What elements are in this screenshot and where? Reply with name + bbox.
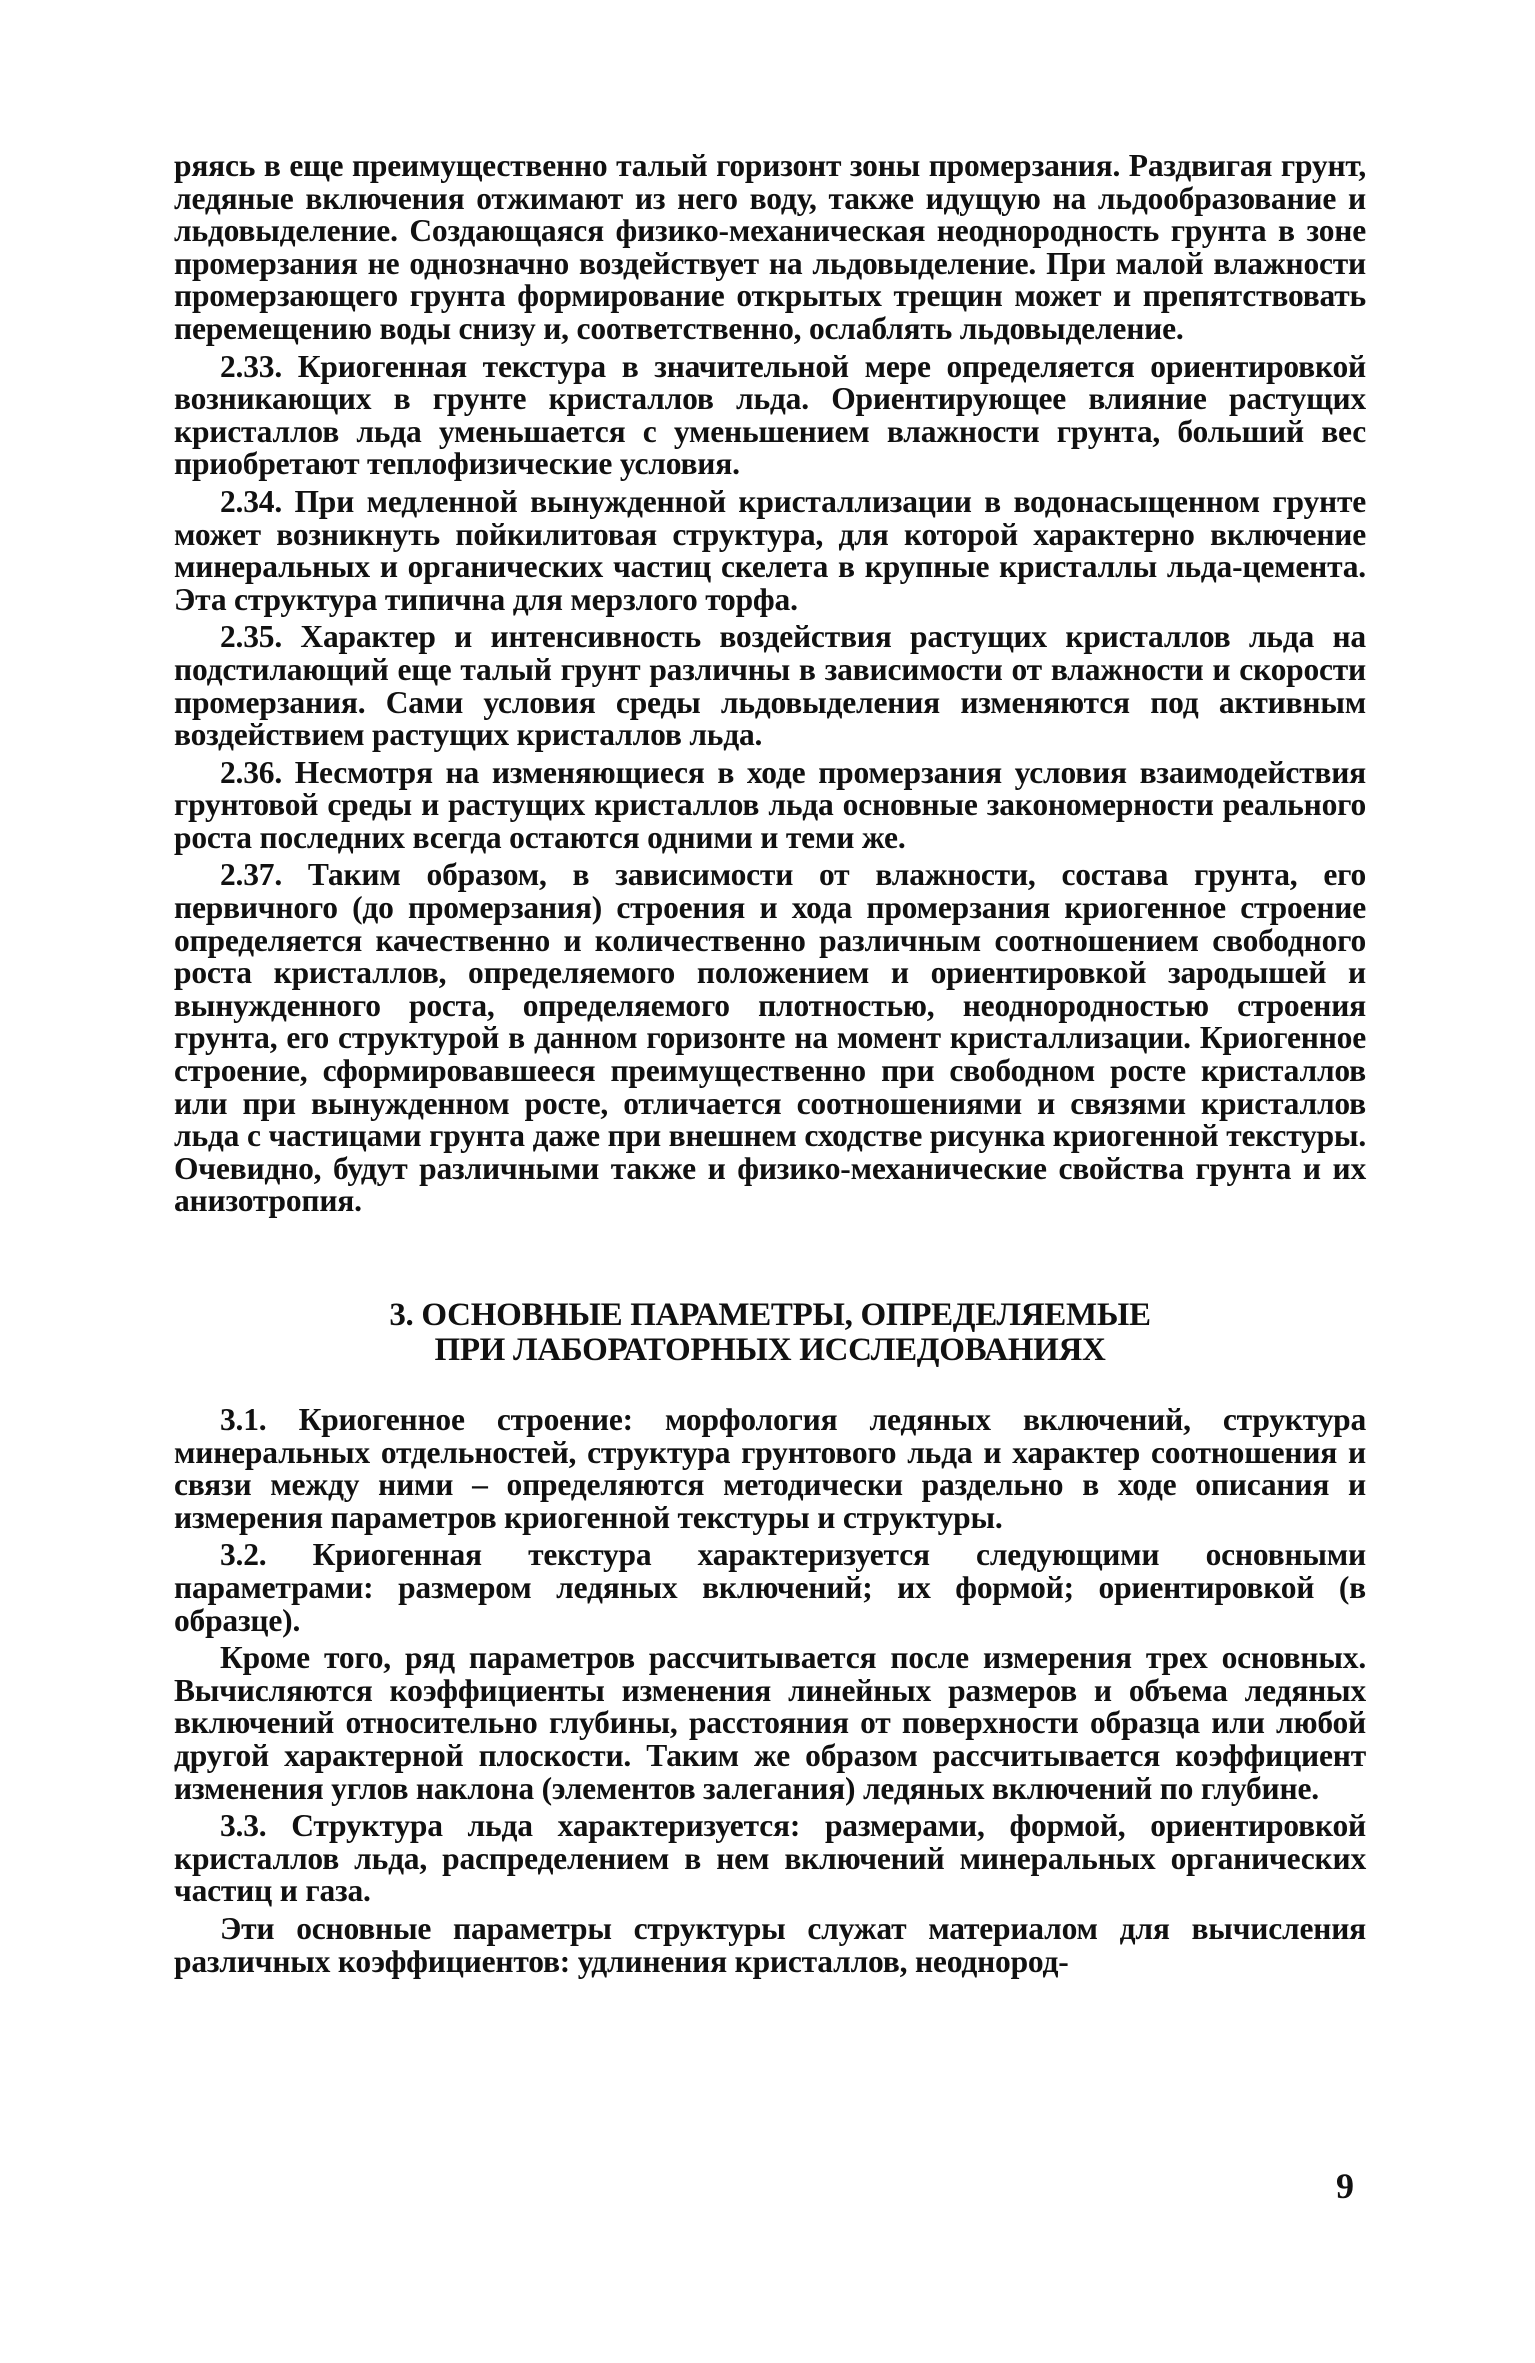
page-body bbox=[174, 150, 1366, 1983]
paragraph-continuation: ряясь в еще преимущественно талый горизонт зоны промерзания. Раздвигая грунт, ледяные включения отжимают из него воду, также идущую на льдообразование и льдовыделение. Создающаяся физико-механическая неоднородность грунта в зоне промерзания не однозначно воздействует на льдовыделение. При малой влажности промерзающего грунта формирование открытых трещин может и препятствовать перемещению воды снизу и, соответственно, ослаблять льдовыделение. bbox=[174, 148, 1366, 346]
paragraph-besides: Кроме того, ряд параметров рассчитывается после измерения трех основных. Вычисляются коэффициенты изменения линейных размеров и объема ледяных включений относительно глубины, расстояния от поверхности образца или любой другой характерной плоскости. Таким же образом рассчитывается коэффициент изменения углов наклона (элементов залегания) ледяных включений по глубине. bbox=[174, 1640, 1366, 1806]
paragraph-3-3: 3.3. Структура льда характеризуется: размерами, формой, ориентировкой кристаллов льда, распределением в нем включений минеральных органических частиц и газа. bbox=[174, 1808, 1366, 1909]
paragraph-2-35: 2.35. Характер и интенсивность воздействия растущих кристаллов льда на подстилающий еще талый грунт различны в зависимости от влажности и скорости промерзания. Сами условия среды льдовыделения изменяются под активным воздействием растущих кристаллов льда. bbox=[174, 619, 1366, 753]
section-heading bbox=[174, 1298, 1366, 1368]
paragraph-structure-params: Эти основные параметры структуры служат материалом для вычисления различных коэффициентов: удлинения кристаллов, неоднород- bbox=[174, 1910, 1366, 1979]
paragraph-2-36: 2.36. Несмотря на изменяющиеся в ходе промерзания условия взаимодействия грунтовой среды и растущих кристаллов льда основные закономерности реального роста последних всегда остаются одними и теми же. bbox=[174, 754, 1366, 855]
page-number: 9 bbox=[1336, 2166, 1354, 2206]
paragraph-2-34: 2.34. При медленной вынужденной кристаллизации в водонасыщенном грунте может возникнуть пойкилитовая структура, для которой характерно включение минеральных и органических частиц скелета в крупные кристаллы льда-цемента. Эта структура типична для мерзлого торфа. bbox=[174, 483, 1366, 617]
paragraph-3-2: 3.2. Криогенная текстура характеризуется следующими основными параметрами: размером ледяных включений; их формой; ориентировкой (в образце). bbox=[174, 1537, 1366, 1638]
paragraph-2-33: 2.33. Криогенная текстура в значительной мере определяется ориентировкой возникающих в грунте кристаллов льда. Ориентирующее влияние растущих кристаллов льда уменьшается с уменьшением влажности грунта, больший вес приобретают теплофизические условия. bbox=[174, 348, 1366, 482]
section-heading-line-1: 3. ОСНОВНЫЕ ПАРАМЕТРЫ, ОПРЕДЕЛЯЕМЫЕ bbox=[389, 1297, 1151, 1333]
paragraph-2-37: 2.37. Таким образом, в зависимости от влажности, состава грунта, его первичного (до промерзания) строения и хода промерзания криогенное строение определяется качественно и количественно различным соотношением свободного роста кристаллов, определяемого положением и ориентировкой зародышей и вынужденного роста, определяемого плотностью, неоднородностью строения грунта, его структурой в данном горизонте на момент кристаллизации. Криогенное строение, сформировавшееся преимущественно при свободном росте кристаллов или при вынужденном росте, отличается соотношениями и связями кристаллов льда с частицами грунта даже при внешнем сходстве рисунка криогенной текстуры. Очевидно, будут различными также и физико-механические свойства грунта и их анизотропия. bbox=[174, 857, 1366, 1219]
paragraph-3-1: 3.1. Криогенное строение: морфология ледяных включений, структура минеральных отдельностей, структура грунтового льда и характер соотношения и связи между ними – определяются методически раздельно в ходе описания и измерения параметров криогенной текстуры и структуры. bbox=[174, 1402, 1366, 1535]
section-heading-line-2: ПРИ ЛАБОРАТОРНЫХ ИССЛЕДОВАНИЯХ bbox=[434, 1332, 1106, 1368]
